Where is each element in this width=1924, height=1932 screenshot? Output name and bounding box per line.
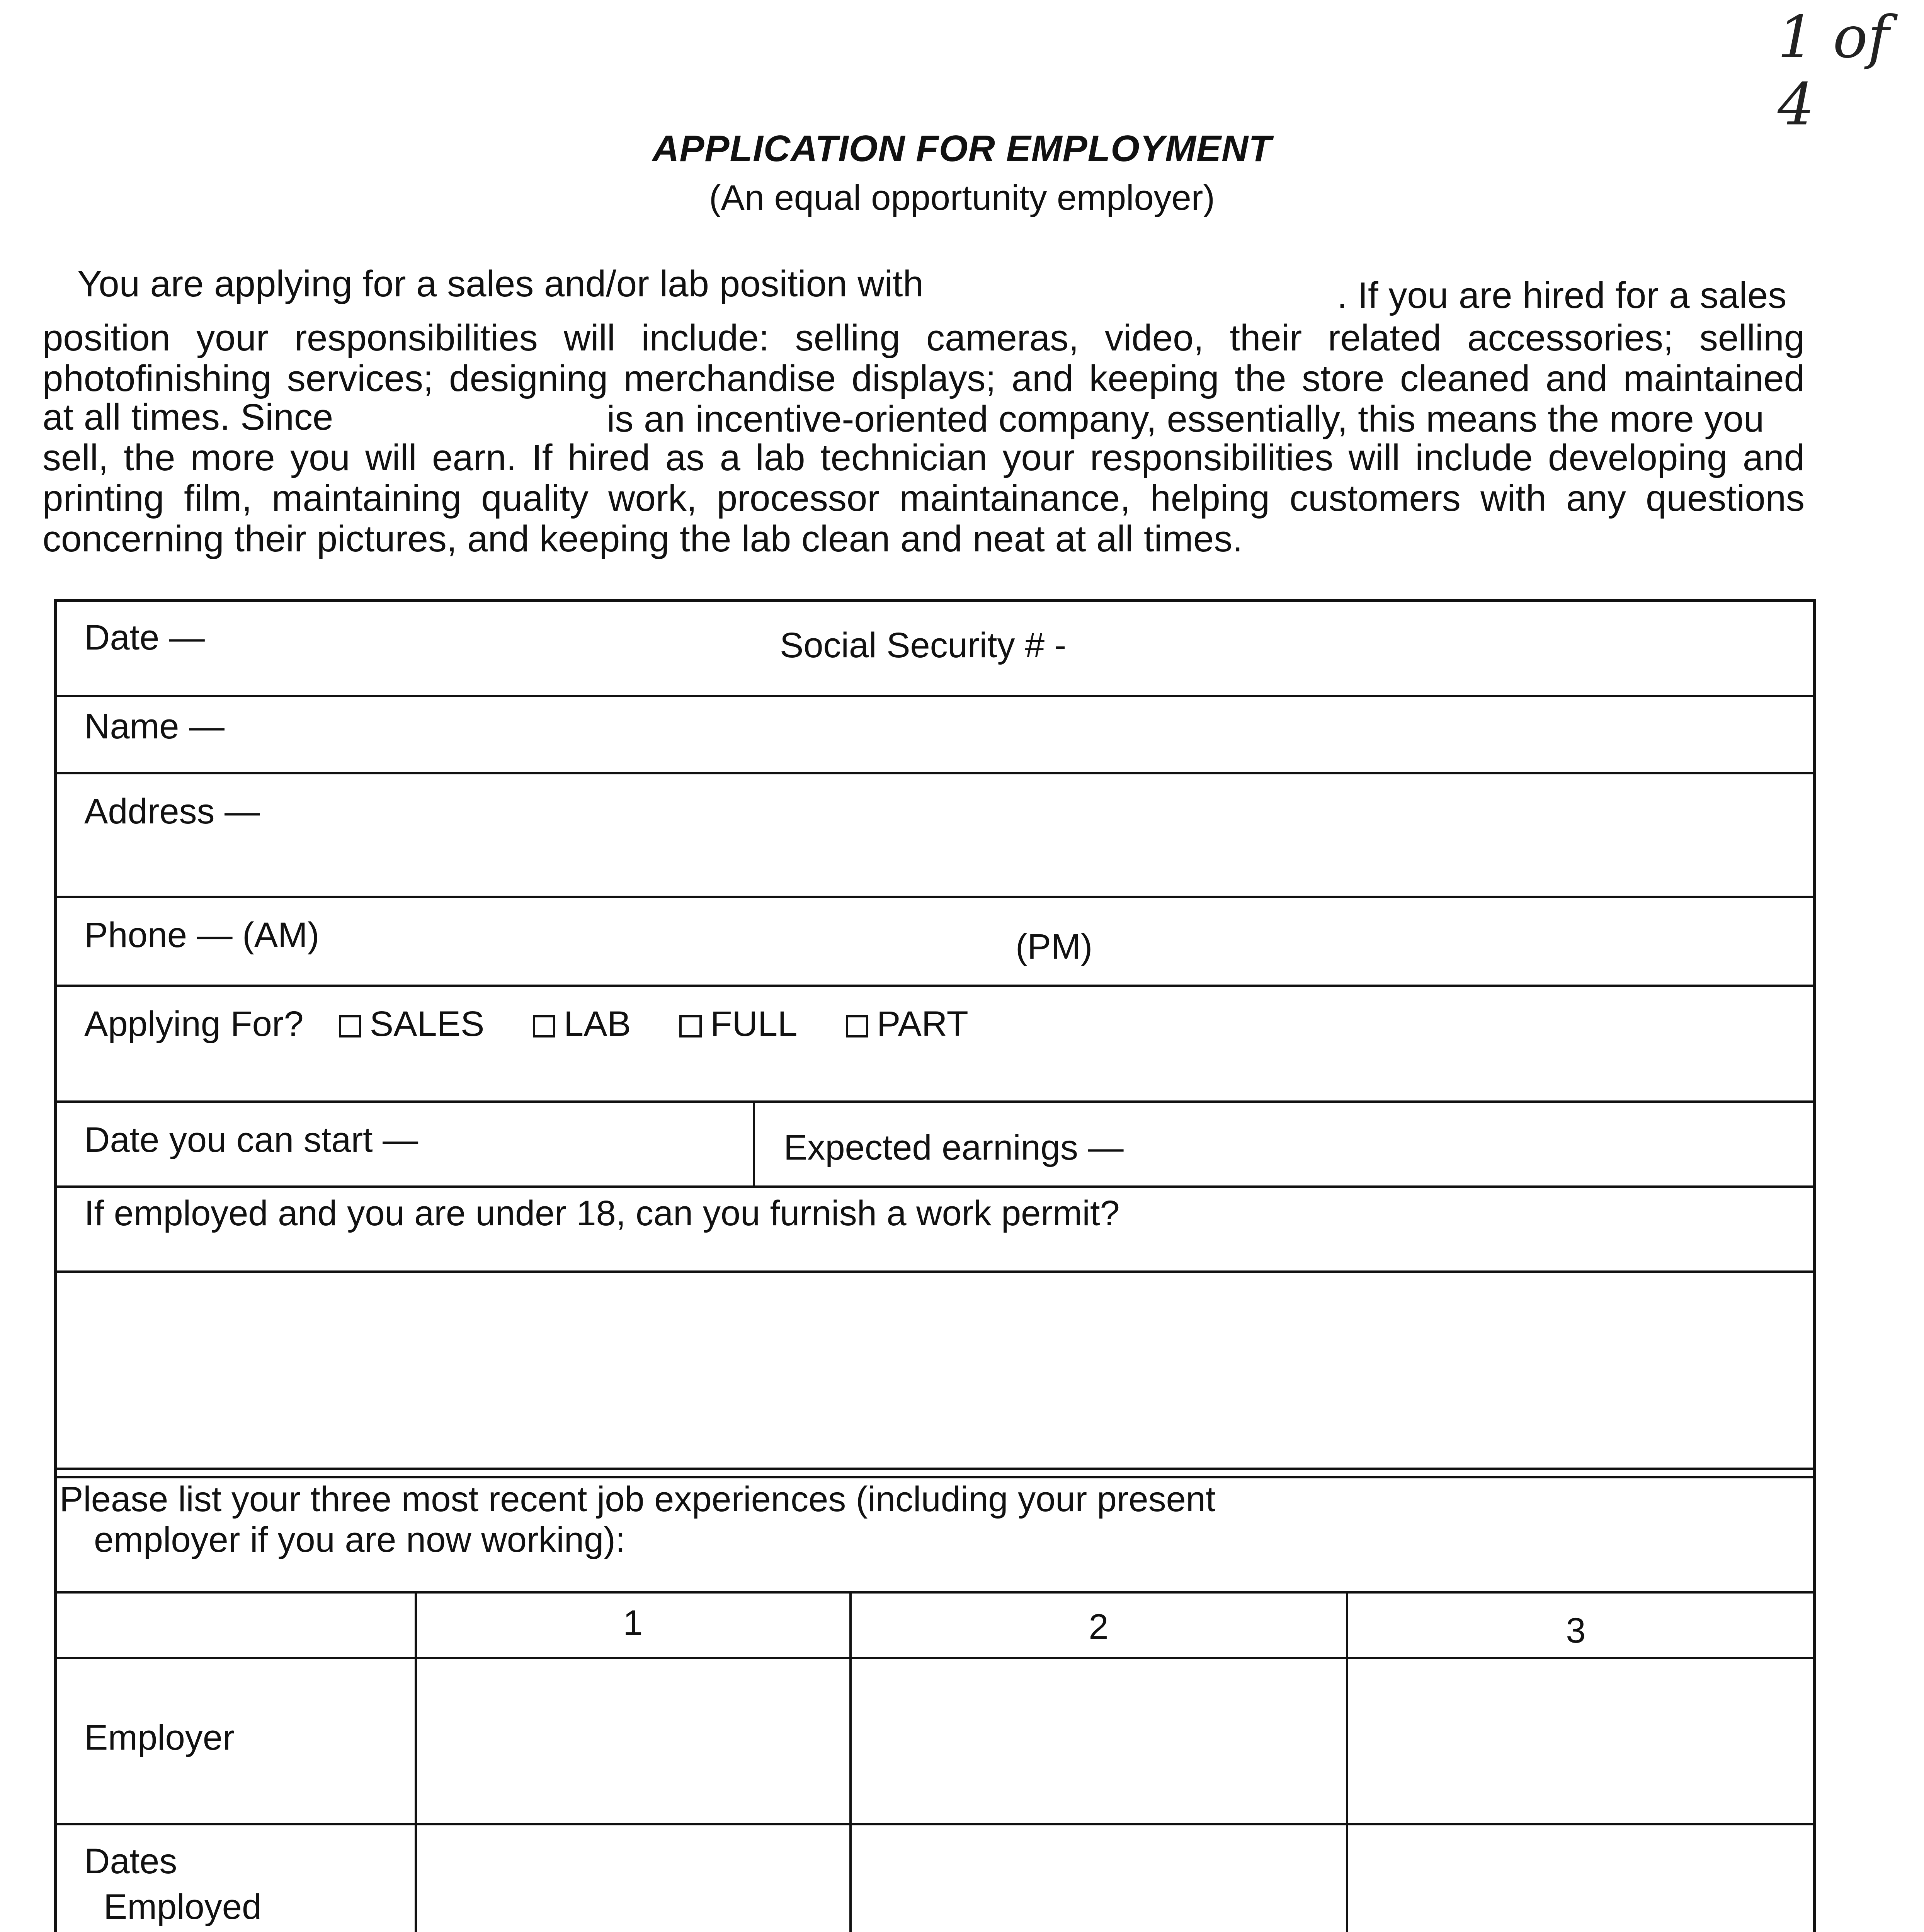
option-full[interactable] — [679, 1004, 797, 1044]
form-subtitle: (An equal opportunity employer) — [709, 178, 1215, 218]
job-1-column-cells[interactable] — [417, 1659, 849, 1932]
column-header-1: 1 — [623, 1603, 643, 1643]
application-form — [54, 599, 1816, 1932]
row-label-dates-line-1: Dates — [84, 1842, 177, 1881]
phone-am-label: Phone — (AM) — [84, 915, 320, 955]
date-ssn-field[interactable] — [57, 602, 1813, 695]
job-2-column-cells[interactable] — [852, 1659, 1346, 1932]
applying-for-label: Applying For? — [84, 1004, 304, 1044]
column-header-3: 3 — [1566, 1611, 1586, 1650]
name-label: Name — — [84, 707, 225, 746]
row-label-employer-line-1: Employer — [84, 1718, 235, 1757]
address-label: Address — — [84, 792, 260, 831]
ssn-label: Social Security # - — [780, 626, 1067, 665]
applying-for-row — [84, 1004, 1007, 1044]
row-label-dates-line-2: Employed — [104, 1887, 262, 1927]
job-3-column-cells[interactable] — [1348, 1659, 1813, 1932]
row-label-employer — [84, 1715, 235, 1760]
expected-earnings-field[interactable] — [755, 1103, 1813, 1185]
experience-instructions-line-2: employer if you are now working): — [94, 1520, 626, 1560]
page-number: 1 of 4 — [1778, 4, 1889, 138]
intro-line-7: concerning their pictures, and keeping the lab clean and neat at all times. — [43, 518, 1243, 560]
work-permit-answer-area[interactable] — [57, 1273, 1813, 1466]
expected-earnings-label: Expected earnings — — [784, 1128, 1124, 1167]
sales-checkbox[interactable] — [339, 1015, 361, 1037]
full-option-label: FULL — [710, 1004, 798, 1044]
phone-field[interactable] — [57, 898, 1813, 985]
lab-option-label: LAB — [563, 1004, 631, 1044]
form-title: APPLICATION FOR EMPLOYMENT — [652, 128, 1272, 169]
option-lab[interactable] — [533, 1004, 631, 1044]
part-option-label: PART — [876, 1004, 968, 1044]
name-field[interactable] — [57, 697, 1813, 772]
intro-line-4b: is an incentive-oriented company, essentially, this means the more you — [607, 398, 1764, 440]
option-sales[interactable] — [339, 1004, 485, 1044]
start-date-label: Date you can start — — [84, 1120, 418, 1160]
intro-line-4a: at all times. Since — [43, 396, 333, 438]
phone-pm-label: (PM) — [1016, 927, 1093, 966]
experience-instructions-line-1: Please list your three most recent job experiences (including your present — [60, 1480, 1216, 1519]
address-field[interactable] — [57, 774, 1813, 896]
part-checkbox[interactable] — [846, 1015, 868, 1037]
intro-line-5: sell, the more you will earn. If hired as a lab technician your responsibilities will include developing and — [43, 437, 1805, 478]
start-date-field[interactable] — [57, 1103, 753, 1185]
column-header-2: 2 — [1089, 1607, 1109, 1646]
lab-checkbox[interactable] — [533, 1015, 555, 1037]
date-label: Date — — [84, 618, 205, 657]
work-permit-label: If employed and you are under 18, can you furnish a work permit? — [84, 1194, 1120, 1233]
intro-line-2: position your responsibilities will include: selling cameras, video, their related accessories; selling — [43, 317, 1805, 359]
intro-line-1b: . If you are hired for a sales — [1337, 275, 1787, 316]
full-checkbox[interactable] — [679, 1015, 702, 1037]
sales-option-label: SALES — [369, 1004, 485, 1044]
intro-line-6: printing film, maintaining quality work, processor maintainance, helping customers with any questions — [43, 478, 1805, 519]
intro-line-1a: You are applying for a sales and/or lab position with — [77, 263, 924, 304]
option-part[interactable] — [846, 1004, 968, 1044]
row-label-dates-employed — [84, 1838, 262, 1930]
intro-line-3: photofinishing services; designing merchandise displays; and keeping the store cleaned and maintained — [43, 358, 1805, 399]
